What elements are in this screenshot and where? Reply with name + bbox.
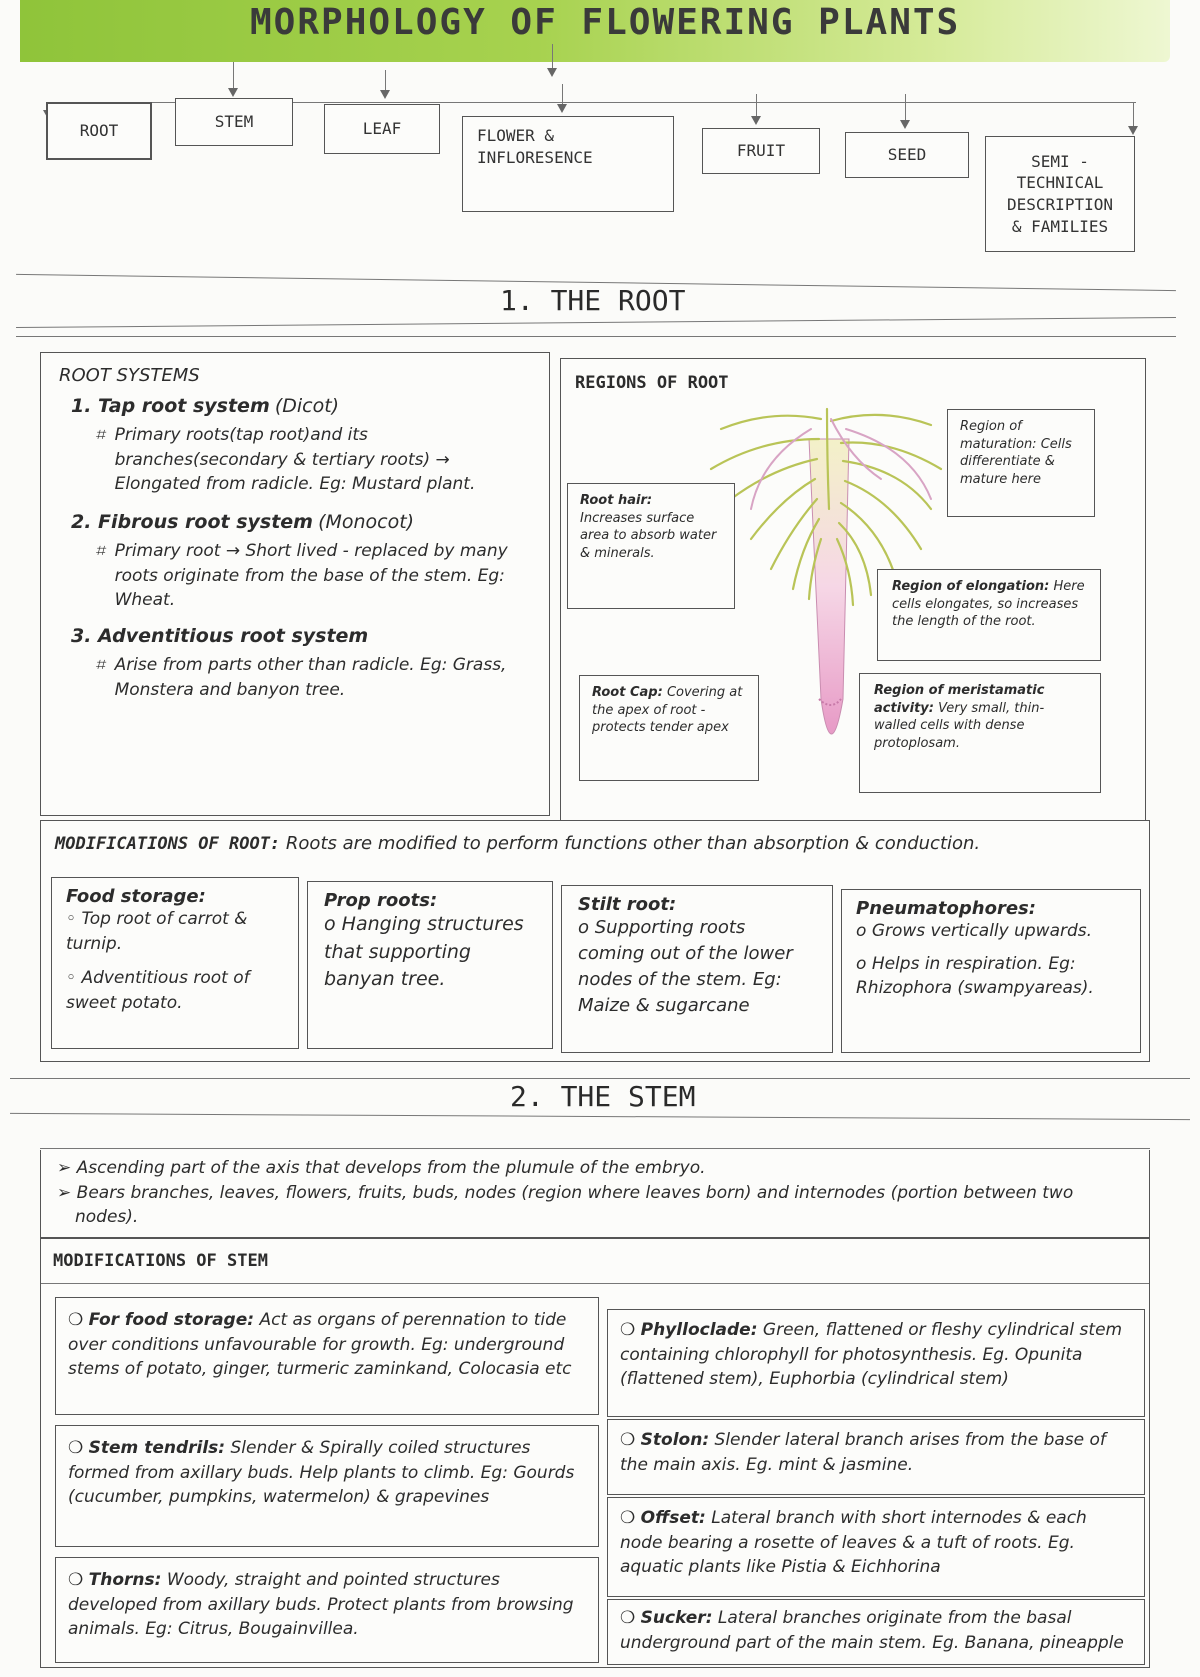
- stem-mod-stolon: ❍ Stolon: Slender lateral branch arises from the base of the main axis. Eg. mint & jasmine.: [607, 1419, 1145, 1495]
- root-systems-heading: ROOT SYSTEMS: [59, 365, 200, 386]
- section-heading-root: 1. THE ROOT: [500, 284, 686, 317]
- topic-leaf: LEAF: [324, 104, 440, 154]
- topic-semi-technical: SEMI - TECHNICAL DESCRIPTION & FAMILIES: [985, 136, 1135, 252]
- region-maturation-callout: Region of maturation: Cells differentiate & mature here: [947, 409, 1095, 517]
- stem-description: [40, 1150, 1150, 1238]
- region-elongation-callout: Region of elongation: Here cells elongates, so increases the length of the root.: [877, 569, 1101, 661]
- modifications-intro: MODIFICATIONS OF ROOT: Roots are modified to perform functions other than absorption & conduction.: [55, 833, 981, 854]
- stem-mod-heading: MODIFICATIONS OF STEM: [53, 1251, 268, 1271]
- stem-bullet: ➢ Ascending part of the axis that develops from the plumule of the embryo.: [57, 1158, 706, 1178]
- modifications-of-root-box: [40, 820, 1150, 1062]
- topic-flower: FLOWER & INFLORESENCE: [462, 116, 674, 212]
- stem-mod-sucker: ❍ Sucker: Lateral branches originate from the basal underground part of the main stem. Eg. Banana, pineapple: [607, 1599, 1145, 1665]
- root-hair-callout: Root hair: Increases surface area to absorb water & minerals.: [567, 483, 735, 609]
- stem-mod-offset: ❍ Offset: Lateral branch with short internodes & each node bearing a rosette of leaves & a tuft of roots. Eg. aquatic plants like Pistia & Eichhorina: [607, 1497, 1145, 1597]
- adventitious-root-item: 3. Adventitious root system ⌗ Arise from parts other than radicle. Eg: Grass, Monstera and banyon tree.: [71, 625, 507, 700]
- stem-mod-phylloclade: ❍ Phylloclade: Green, flattened or fleshy cylindrical stem containing chlorophyll for photosynthesis. Eg. Opunita (flattened stem), Euphorbia (cylindrical stem): [607, 1309, 1145, 1417]
- region-meristematic-callout: Region of meristamatic activity: Very small, thin-walled cells with dense protoplosam.: [859, 673, 1101, 793]
- topic-seed: SEED: [845, 132, 969, 178]
- topic-stem: STEM: [175, 98, 293, 146]
- mod-card-pneumatophores: Pneumatophores: o Grows vertically upwards. o Helps in respiration. Eg: Rhizophora (swampyareas).: [841, 889, 1141, 1053]
- stem-mod-thorns: ❍ Thorns: Woody, straight and pointed structures developed from axillary buds. Protect plants from browsing animals. Eg: Citrus, Bougainvillea.: [55, 1557, 599, 1663]
- topic-root: ROOT: [46, 102, 152, 160]
- mod-card-prop-roots: Prop roots: o Hanging structures that supporting banyan tree.: [307, 881, 553, 1049]
- mod-card-stilt-root: Stilt root: o Supporting roots coming out of the lower nodes of the stem. Eg: Maize & sugarcane: [561, 885, 833, 1053]
- root-cap-callout: Root Cap: Covering at the apex of root - protects tender apex: [579, 675, 759, 781]
- mod-card-food-storage: Food storage: ◦ Top root of carrot & turnip. ◦ Adventitious root of sweet potato.: [51, 877, 299, 1049]
- stem-mod-food-storage: ❍ For food storage: Act as organs of perennation to tide over conditions unfavourable for growth. Eg: underground stems of potato, ginger, turmeric zaminkand, Colocasia etc: [55, 1297, 599, 1415]
- stem-bullet: ➢ Bears branches, leaves, flowers, fruits, buds, nodes (region where leaves born) and internodes (portion between two nodes).: [57, 1182, 1074, 1228]
- stem-mod-tendrils: ❍ Stem tendrils: Slender & Spirally coiled structures formed from axillary buds. Help plants to climb. Eg: Gourds (cucumber, pumpkins, watermelon) & grapevines: [55, 1425, 599, 1547]
- root-systems-box: [40, 352, 550, 816]
- topic-fruit: FRUIT: [702, 128, 820, 174]
- modifications-of-stem-box: [40, 1238, 1150, 1668]
- fibrous-root-item: 2. Fibrous root system (Monocot) ⌗ Primary root → Short lived - replaced by many roots originate from the base of the stem. Eg: Wheat.: [71, 511, 508, 611]
- regions-of-root-box: [560, 358, 1146, 822]
- tap-root-item: 1. Tap root system (Dicot) ⌗ Primary roots(tap root)and its branches(secondary & tertiary roots) → Elongated from radicle. Eg: Mustard plant.: [71, 395, 476, 495]
- regions-heading: REGIONS OF ROOT: [575, 373, 729, 393]
- section-heading-stem: 2. THE STEM: [510, 1080, 696, 1113]
- page-title: MORPHOLOGY OF FLOWERING PLANTS: [250, 2, 961, 43]
